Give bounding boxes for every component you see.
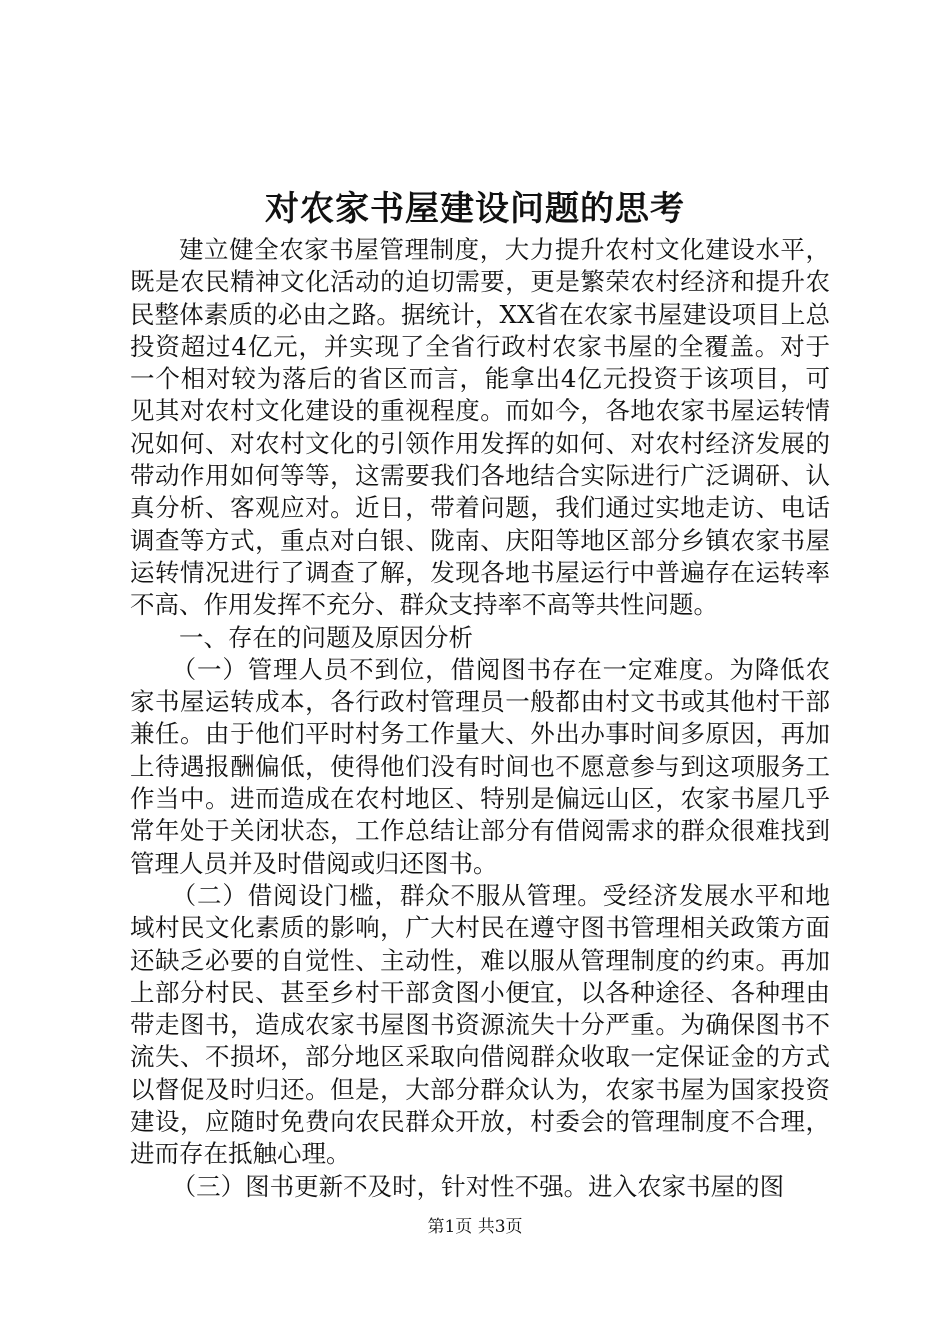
section-heading: 一、存在的问题及原因分析 <box>179 622 473 652</box>
subsection-paragraph-3: （三）图书更新不及时，针对性不强。进入农家书屋的图 <box>171 1171 785 1201</box>
document-title: 对农家书屋建设问题的思考 <box>265 189 685 229</box>
subsection-paragraph-1: （一）管理人员不到位，借阅图书存在一定难度。为降低农家书屋运转成本，各行政村管理员一般都由村文书或其他村干部兼任。由于他们平时村务工作量大、外出办事时间多原因，再加上待遇报酬偏低，使得他们没有时间也不愿意参与到这项服务工作当中。进而造成在农村地区、特别是偏远山区，农家书屋几乎常年处于关闭状态，工作总结让部分有借阅需求的群众很难找到管理人员并及时借阅或归还图书。 <box>130 654 830 878</box>
intro-paragraph: 建立健全农家书屋管理制度，大力提升农村文化建设水平，既是农民精神文化活动的迫切需要，更是繁荣农村经济和提升农民整体素质的必由之路。据统计，XX省在农家书屋建设项目上总投资超过4亿元，并实现了全省行政村农家书屋的全覆盖。对于一个相对较为落后的省区而言，能拿出4亿元投资于该项目，可见其对农村文化建设的重视程度。而如今，各地农家书屋运转情况如何、对农村文化的引领作用发挥的如何、对农村经济发展的带动作用如何等等，这需要我们各地结合实际进行广泛调研、认真分析、客观应对。近日，带着问题，我们通过实地走访、电话调查等方式，重点对白银、陇南、庆阳等地区部分乡镇农家书屋运转情况进行了调查了解，发现各地书屋运行中普遍存在运转率不高、作用发挥不充分、群众支持率不高等共性问题。 <box>130 235 830 620</box>
page-footer: 第1页 共3页 <box>427 1217 523 1237</box>
subsection-paragraph-2: （二）借阅设门槛，群众不服从管理。受经济发展水平和地域村民文化素质的影响，广大村民在遵守图书管理相关政策方面还缺乏必要的自觉性、主动性，难以服从管理制度的约束。再加上部分村民、甚至乡村干部贪图小便宜，以各种途径、各种理由带走图书，造成农家书屋图书资源流失十分严重。为确保图书不流失、不损坏，部分地区采取向借阅群众收取一定保证金的方式以督促及时归还。但是，大部分群众认为，农家书屋为国家投资建设，应随时免费向农民群众开放，村委会的管理制度不合理，进而存在抵触心理。 <box>130 880 830 1169</box>
document-body <box>130 234 830 1203</box>
